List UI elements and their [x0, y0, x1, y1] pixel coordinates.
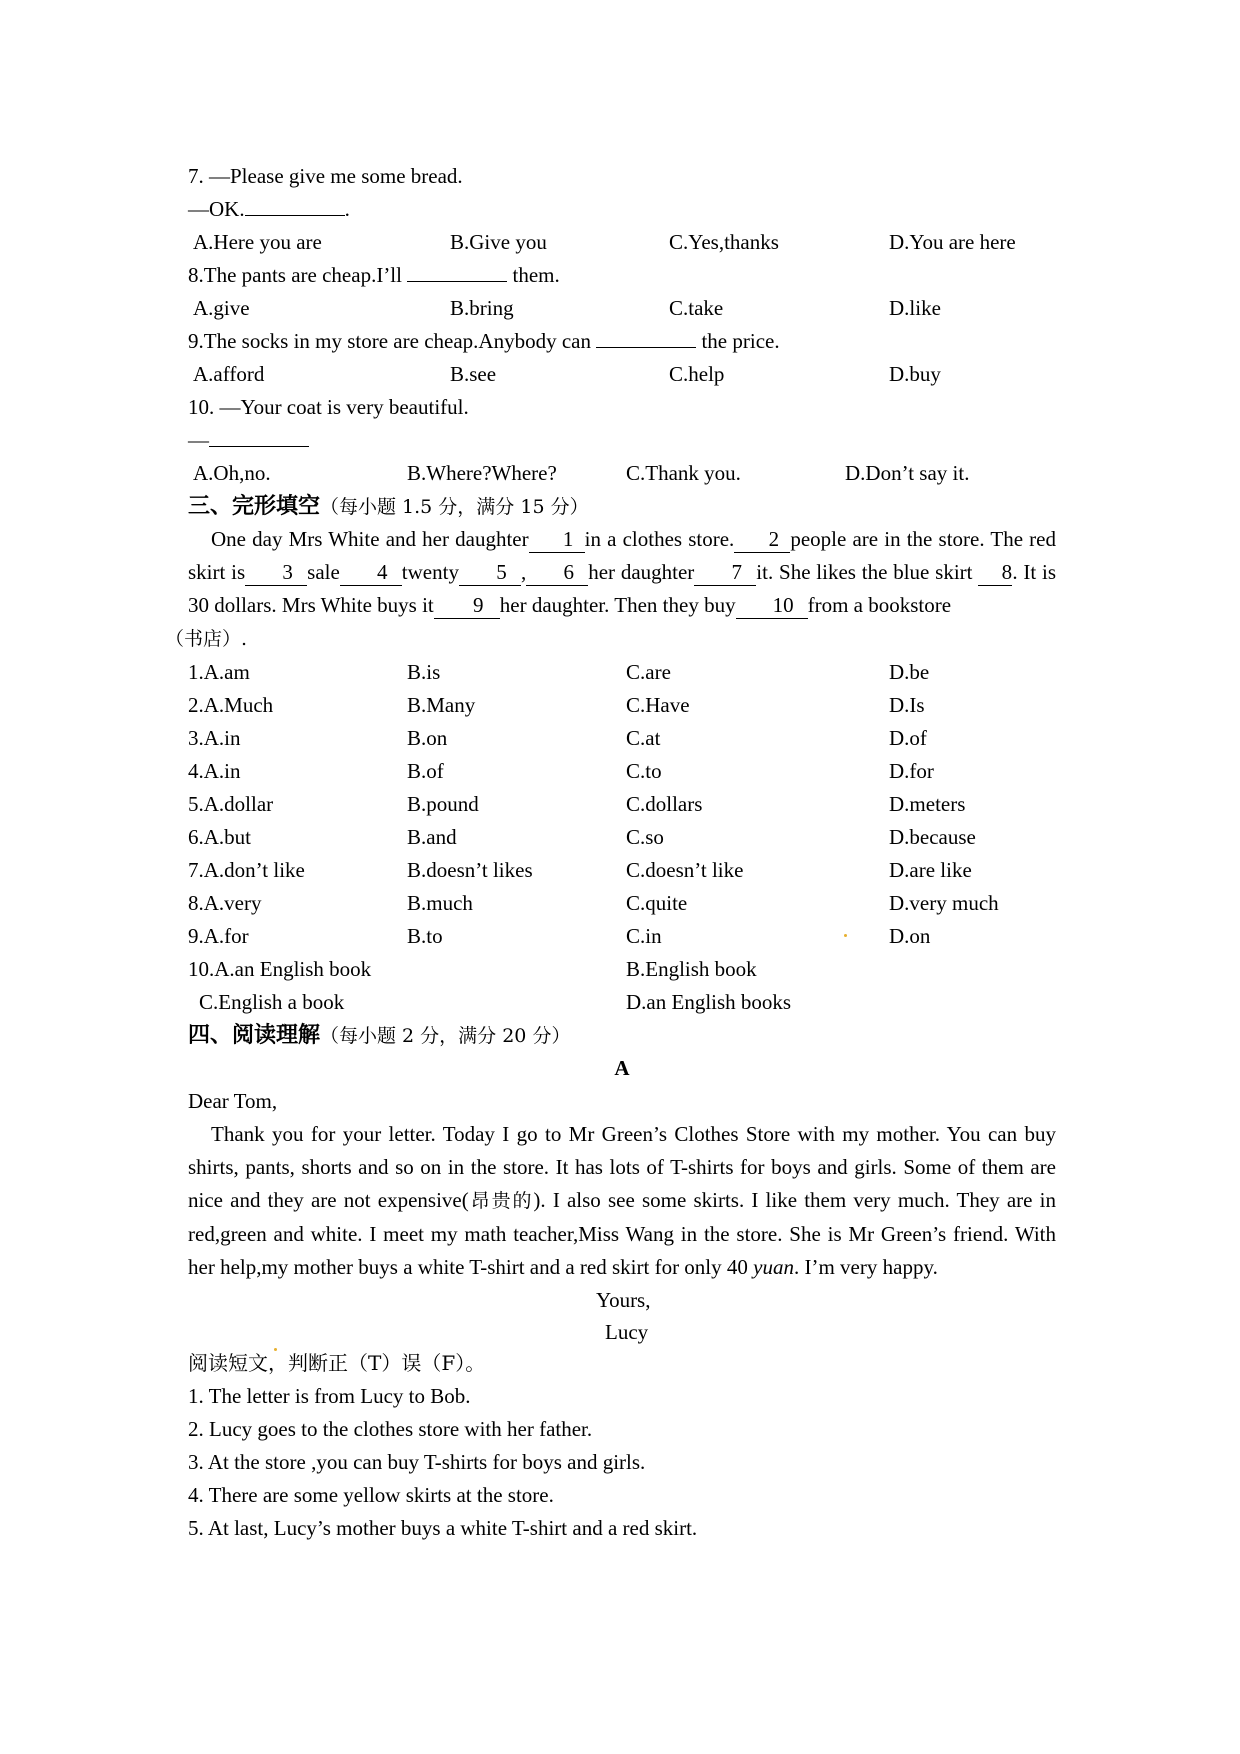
scan-speck	[274, 1348, 277, 1351]
option-a: A.afford	[193, 362, 265, 386]
section-3-header	[188, 490, 1056, 523]
option-a: A.Here you are	[193, 230, 322, 254]
scan-speck	[844, 934, 847, 937]
question-9-stem: 9.The socks in my store are cheap.Anybody can the price.	[188, 325, 1056, 358]
cloze-blank-5: 5	[459, 559, 521, 586]
option-b: B.see	[450, 362, 497, 386]
cloze-passage: One day Mrs White and her daughter 1 in a clothes store. 2 people are in the store. The red skirt is 3 sale 4 twenty 5 , 6 her daughter 7 it. She likes the blue skirt 8. It is 30 dollars. Mrs White buys it 9 her daughter. Then they buy 10 from a bookstore （书店）.	[165, 527, 1056, 650]
statement-3: 3. At the store ,you can buy T-shirts for boys and girls.	[188, 1450, 646, 1474]
cloze-item-1: 1.A.am B.is C.are D.be	[188, 660, 930, 684]
letter-greeting: Dear Tom,	[188, 1089, 278, 1113]
question-10-reply: —	[188, 424, 1056, 457]
option-b: B.Where?Where?	[407, 461, 557, 485]
option-d: D.like	[889, 296, 941, 320]
worksheet-page	[165, 160, 1056, 1545]
option-b: B.bring	[450, 296, 514, 320]
statement-1: 1. The letter is from Lucy to Bob.	[188, 1384, 471, 1408]
option-b: B.Give you	[450, 230, 547, 254]
cloze-blank-10: 10	[736, 592, 808, 619]
section-title: 三、完形填空	[188, 494, 321, 519]
question-7-options	[188, 226, 1056, 259]
answer-blank	[245, 193, 345, 216]
cloze-blank-7: 7	[694, 559, 756, 586]
section-note: （每小题 2 分，满分 20 分）	[320, 1025, 571, 1047]
option-c: C.help	[669, 362, 725, 386]
question-9-options	[188, 358, 1056, 391]
option-d: D.You are here	[889, 230, 1016, 254]
statement-5: 5. At last, Lucy’s mother buys a white T-shirt and a red skirt.	[188, 1516, 698, 1540]
statement-2: 2. Lucy goes to the clothes store with her father.	[188, 1417, 593, 1441]
option-d: D.buy	[889, 362, 941, 386]
task-instruction: 阅读短文，判断正（T）误（F）。	[188, 1351, 486, 1375]
cloze-blank-9: 9	[434, 592, 500, 619]
cloze-options	[188, 656, 1056, 1019]
cloze-item-10: 10.A.an English book B.English book	[188, 957, 757, 981]
answer-blank	[209, 424, 309, 447]
answer-blank	[407, 259, 507, 282]
cloze-blank-1: 1	[529, 526, 585, 553]
section-note: （每小题 1.5 分，满分 15 分）	[320, 496, 589, 518]
letter-signature: Lucy	[605, 1320, 649, 1344]
question-8-stem: 8.The pants are cheap.I’ll them.	[188, 259, 1056, 292]
section-title: 四、阅读理解	[188, 1023, 321, 1048]
option-c: C.Yes,thanks	[669, 230, 779, 254]
cloze-item-2: 2.A.Much B.Many C.Have D.Is	[188, 693, 925, 717]
option-d: D.Don’t say it.	[845, 461, 970, 485]
passage-title: A	[614, 1056, 630, 1080]
cloze-item-8: 8.A.very B.much C.quite D.very much	[188, 891, 999, 915]
cloze-item-7: 7.A.don’t like B.doesn’t likes C.doesn’t like D.are like	[188, 858, 972, 882]
cloze-blank-3: 3	[245, 559, 307, 586]
cloze-item-9: 9.A.for B.to C.in D.on	[188, 924, 931, 948]
option-a: A.give	[193, 296, 250, 320]
cloze-item-10-cont: C.English a book D.an English books	[199, 990, 792, 1014]
question-10-options	[188, 457, 1056, 490]
section-4-header	[188, 1019, 1056, 1052]
question-7-stem: 7. —Please give me some bread.	[188, 164, 463, 188]
question-7-reply: —OK. .	[188, 193, 1056, 226]
question-10-stem: 10. —Your coat is very beautiful.	[188, 395, 469, 419]
cloze-blank-8: 8	[978, 559, 1012, 586]
option-c: C.Thank you.	[626, 461, 741, 485]
letter-closing: Yours,	[596, 1288, 651, 1312]
statement-4: 4. There are some yellow skirts at the store.	[188, 1483, 554, 1507]
cloze-blank-2: 2	[734, 526, 790, 553]
letter-body: Thank you for your letter. Today I go to Mr Green’s Clothes Store with my mother. You can buy shirts, pants, shorts and so on in the store. It has lots of T-shirts for boys and girls. Some of them are nice and they are not expensive(昂贵的). I also see some skirts. I like them very much. They are in red,green and white. I meet my math teacher,Miss Wang in the store. She is Mr Green’s friend. With her help,my mother buys a white T-shirt and a red skirt for only 40 yuan. I’m very happy.	[188, 1122, 1056, 1279]
question-8-options	[188, 292, 1056, 325]
cloze-item-4: 4.A.in B.of C.to D.for	[188, 759, 934, 783]
cloze-blank-4: 4	[340, 559, 402, 586]
option-c: C.take	[669, 296, 724, 320]
cloze-item-5: 5.A.dollar B.pound C.dollars D.meters	[188, 792, 966, 816]
cloze-item-6: 6.A.but B.and C.so D.because	[188, 825, 976, 849]
cloze-item-3: 3.A.in B.on C.at D.of	[188, 726, 927, 750]
option-a: A.Oh,no.	[193, 461, 271, 485]
answer-blank	[596, 325, 696, 348]
cloze-blank-6: 6	[526, 559, 588, 586]
